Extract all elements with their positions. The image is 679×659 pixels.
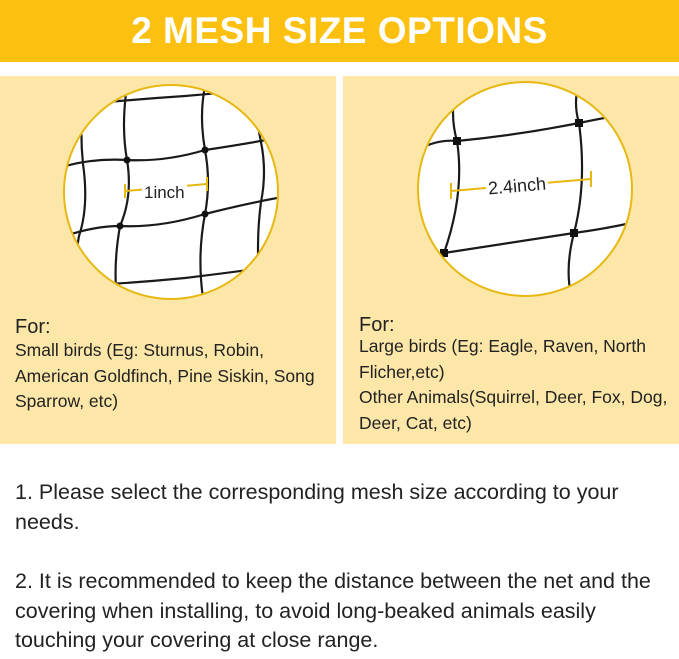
mesh-option-large <box>343 76 679 444</box>
description-large-animals: Other Animals(Squirrel, Deer, Fox, Dog, Deer, Cat, etc) <box>359 387 668 433</box>
note-keep-distance: 2. It is recommended to keep the distance between the net and the covering when installing, to avoid long-beaked animals easily touching your covering at close range. <box>15 569 651 652</box>
description-large-birds: Large birds (Eg: Eagle, Raven, North Flicher,etc) <box>359 336 646 382</box>
mesh-option-small <box>0 76 336 444</box>
mesh-closeup-large-image <box>417 81 633 297</box>
mesh-size-label-small: 1inch <box>144 183 185 202</box>
header-banner <box>0 0 679 62</box>
mesh-closeup-small-image <box>63 84 279 300</box>
mesh-size-label-large: 2.4inch <box>485 173 549 199</box>
for-label-small: For: <box>15 316 51 338</box>
for-label-large: For: <box>359 314 395 336</box>
banner-title: 2 MESH SIZE OPTIONS <box>131 10 548 51</box>
description-small: Small birds (Eg: Sturnus, Robin, American Goldfinch, Pine Siskin, Song Sparrow, etc) <box>15 340 315 411</box>
description-large <box>359 334 677 436</box>
note-select-size: 1. Please select the corresponding mesh size according to your needs. <box>15 480 619 534</box>
